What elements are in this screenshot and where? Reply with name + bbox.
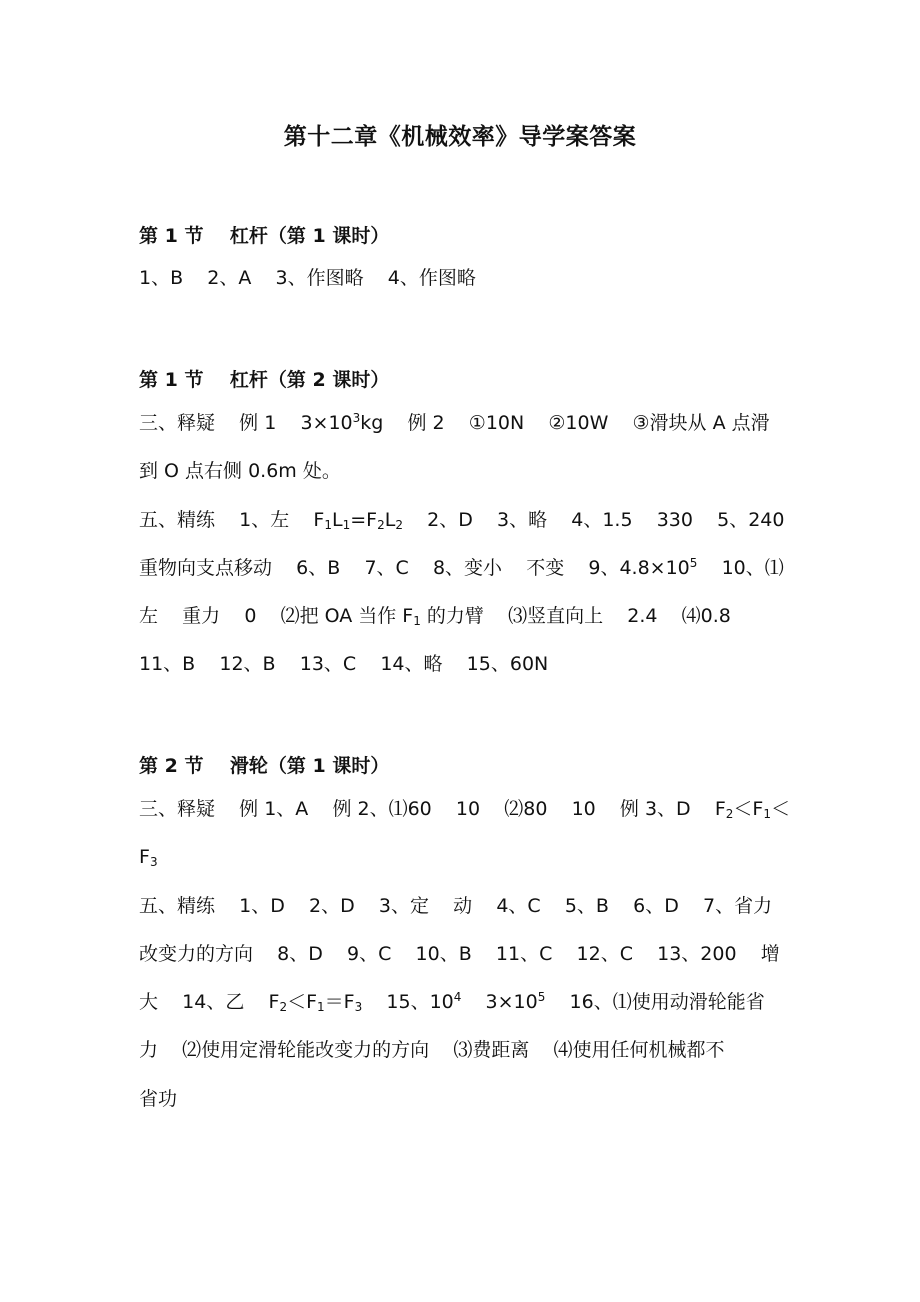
answer-text: 到 O 点右侧 0.6m 处。 (139, 460, 341, 482)
answer-text: 改变力的方向 8、D 9、C 10、B 11、C 12、C 13、200 增 (139, 943, 780, 965)
answer-text: kg 例 2 ①10N ②10W ③滑块从 A 点滑 (360, 412, 770, 434)
answer-line (139, 556, 784, 579)
answer-line (139, 462, 341, 481)
answer-text: 左 重力 0 ⑵把 OA 当作 F (139, 605, 414, 627)
superscript: 5 (537, 990, 546, 1004)
subscript: 1 (413, 614, 421, 628)
answer-line (139, 411, 770, 434)
subscript: 3 (354, 1000, 363, 1014)
answer-text: ＜F (733, 798, 764, 820)
answer-text: F (139, 846, 150, 868)
subscript: 2 (725, 807, 734, 821)
answer-text: L (331, 509, 343, 531)
answer-text: 15、10 (362, 991, 454, 1013)
answer-text: 的力臂 ⑶竖直向上 2.4 ⑷0.8 (420, 605, 731, 627)
answer-text: 省功 (139, 1088, 178, 1110)
subscript: 1 (342, 518, 351, 532)
subscript: 1 (324, 518, 332, 532)
answer-text: L (384, 509, 396, 531)
answer-line (139, 269, 476, 288)
subscript: 2 (395, 518, 403, 532)
answer-text: 1、B 2、A 3、作图略 4、作图略 (139, 267, 476, 289)
answer-text: ＜F (287, 991, 318, 1013)
superscript: 3 (352, 411, 361, 425)
answer-text: 3×10 (461, 991, 538, 1013)
answer-text: 力 ⑵使用定滑轮能改变力的方向 ⑶费距离 ⑷使用任何机械都不 (139, 1039, 725, 1061)
answer-text: 三、释疑 例 1、A 例 2、⑴60 10 ⑵80 10 例 3、D F (139, 798, 726, 820)
section-heading: 第 1 节 杠杆（第 2 课时） (139, 369, 390, 391)
answer-line (139, 1041, 724, 1060)
subscript: 3 (149, 855, 158, 869)
subscript: 2 (377, 518, 385, 532)
answer-text: 2、D 3、略 4、1.5 330 5、240 (402, 509, 785, 531)
answer-line (139, 897, 772, 916)
answer-text: 重物向支点移动 6、B 7、C 8、变小 不变 9、4.8×10 (139, 557, 690, 579)
answer-text: ＝F (324, 991, 355, 1013)
answer-text: 16、⑴使用动滑轮能省 (545, 991, 765, 1013)
answer-text: 三、释疑 例 1 3×10 (139, 412, 353, 434)
answer-line (139, 511, 784, 530)
superscript: 4 (453, 990, 462, 1004)
page-title: 第十二章《机械效率》导学案答案 (283, 124, 637, 150)
subscript: 2 (279, 1000, 288, 1014)
section-heading: 第 2 节 滑轮（第 1 课时） (139, 755, 390, 777)
answer-line (139, 945, 780, 964)
answer-line (139, 655, 548, 674)
answer-text: 11、B 12、B 13、C 14、略 15、60N (139, 653, 549, 675)
answer-line (139, 1090, 177, 1109)
answer-line (139, 607, 731, 626)
answer-line (139, 848, 158, 867)
answer-line (139, 990, 765, 1014)
answer-text: ＜ (770, 798, 790, 820)
answer-text: 10、⑴ (697, 557, 784, 579)
section-heading: 第 1 节 杠杆（第 1 课时） (139, 225, 390, 247)
answer-text: =F (350, 509, 378, 531)
answer-text: 五、精练 1、D 2、D 3、定 动 4、C 5、B 6、D 7、省力 (139, 895, 773, 917)
superscript: 5 (689, 556, 698, 570)
answer-text: 大 14、乙 F (139, 991, 280, 1013)
answer-text: 五、精练 1、左 F (139, 509, 325, 531)
answer-line (139, 800, 790, 819)
subscript: 1 (317, 1000, 325, 1014)
subscript: 1 (763, 807, 771, 821)
